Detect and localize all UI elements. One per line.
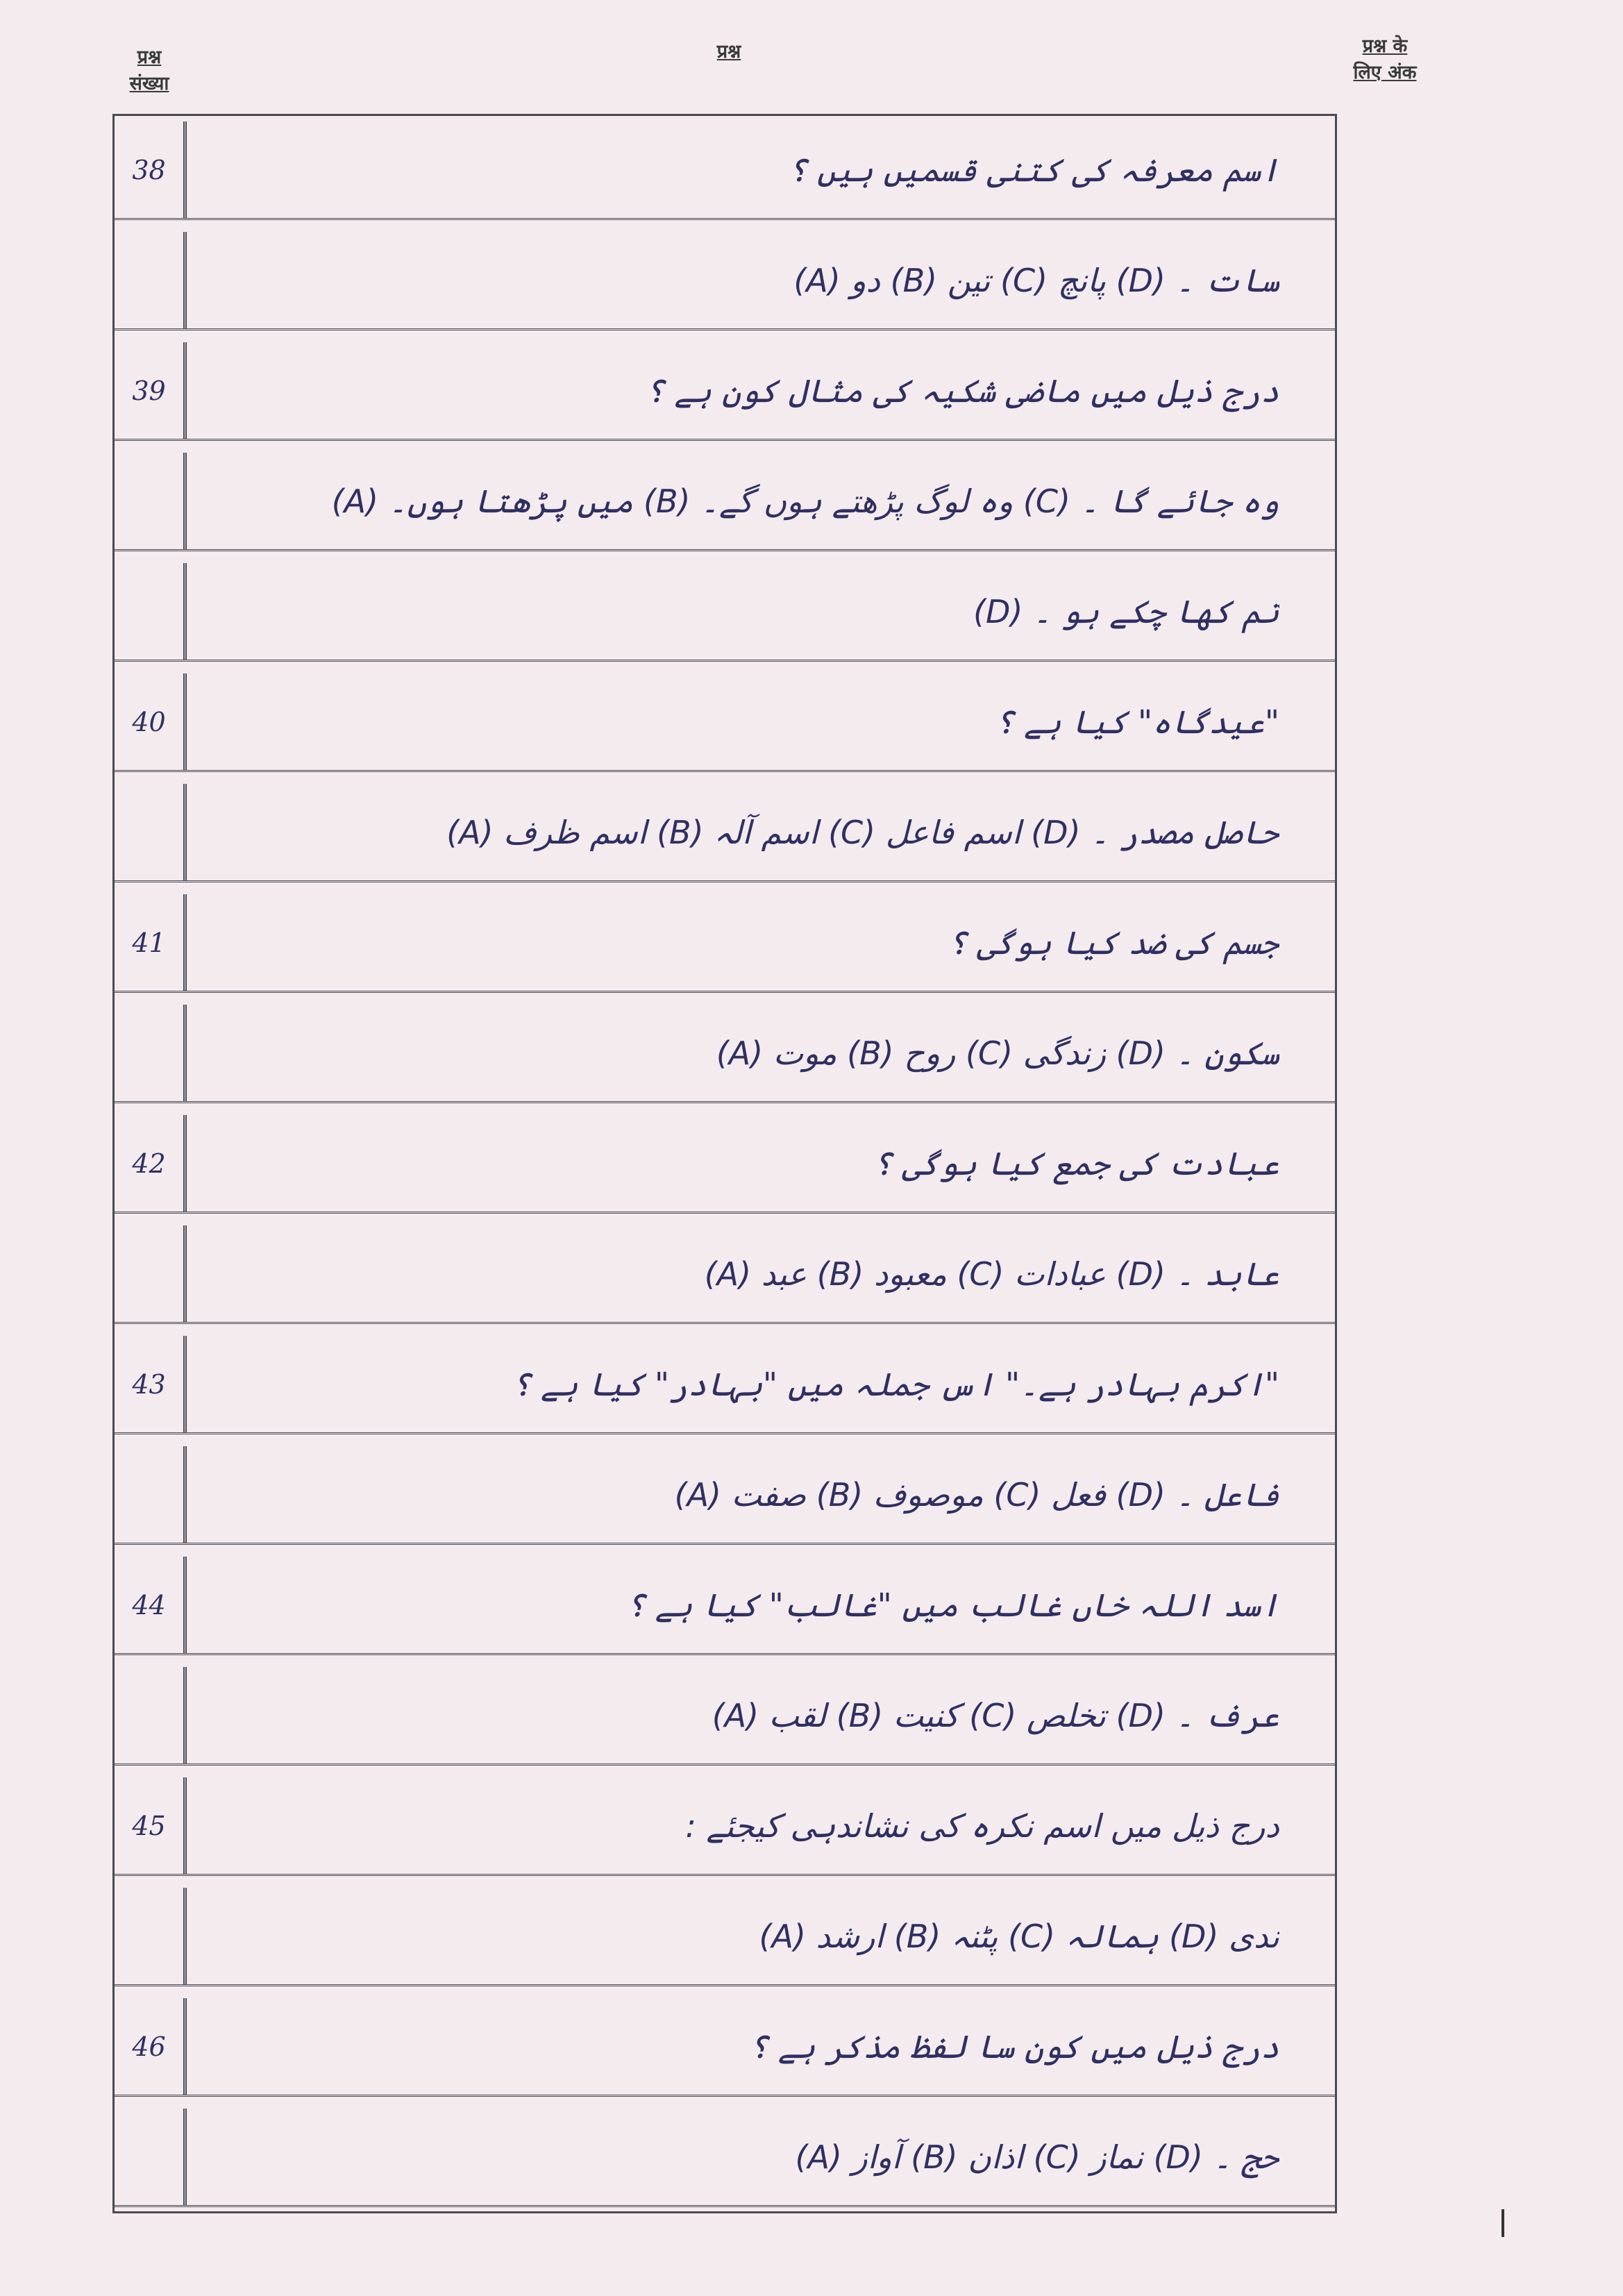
question-number: 43 [115, 1336, 187, 1432]
question-number: 45 [115, 1777, 187, 1874]
question-row [115, 894, 1335, 993]
options-row [115, 563, 1335, 662]
question-number: 40 [115, 673, 187, 770]
question-text: درج ذیل میں ماضی شکیہ کی مثال کون ہے ؟ [645, 371, 1279, 410]
question-text: "عیدگاہ" کیا ہے ؟ [995, 703, 1279, 741]
question-number: 46 [115, 1998, 187, 2095]
question-number [115, 1446, 187, 1543]
options-row [115, 1446, 1335, 1545]
question-number [115, 453, 187, 549]
question-text: اسم معرفہ کی کتنی قسمیں ہیں ؟ [788, 151, 1279, 189]
question-row [115, 1998, 1335, 2097]
options-row [115, 453, 1335, 551]
question-text: درج ذیل میں اسم نکرہ کی نشاندہی کیجئے : [685, 1807, 1279, 1845]
options-row [115, 1888, 1335, 1986]
question-number [115, 1888, 187, 1984]
answer-options: (A) میں پڑھتا ہوں۔ (B) وہ لوگ پڑھتے ہوں گے۔ (C) وہ جائے گا ۔ [331, 482, 1279, 520]
question-number [115, 1667, 187, 1763]
question-row [115, 121, 1335, 220]
answer-options: (A) آواز (B) اذان (C) نماز (D) حج ۔ [795, 2138, 1279, 2176]
options-row [115, 1225, 1335, 1324]
question-text: عبادت کی جمع کیا ہوگی ؟ [873, 1144, 1279, 1182]
answer-options: (A) ارشد (B) پٹنہ (C) ہمالہ (D) ندی [759, 1917, 1279, 1955]
question-text: "اکرم بہادر ہے۔" اس جملہ میں "بہادر" کیا ہے ؟ [512, 1365, 1279, 1403]
question-number: 39 [115, 342, 187, 439]
question-row [115, 342, 1335, 441]
answer-options: (A) عبد (B) معبود (C) عبادات (D) عابد ۔ [704, 1255, 1279, 1293]
answer-options: (A) دو (B) تین (C) پانچ (D) سات ۔ [793, 261, 1279, 299]
question-row [115, 1777, 1335, 1876]
answer-options: (A) صفت (B) موصوف (C) فعل (D) فاعل ۔ [674, 1475, 1279, 1514]
marks-header [1336, 33, 1433, 86]
margin-mark [1502, 2209, 1504, 2237]
question-number: 42 [115, 1115, 187, 1212]
question-number: 41 [115, 894, 187, 991]
answer-options: (A) اسم ظرف (B) اسم آلہ (C) اسم فاعل (D) حاصل مصدر ۔ [446, 813, 1279, 851]
question-number-header-line2: संख्या [129, 73, 169, 94]
question-number [115, 2109, 187, 2205]
question-number [115, 1005, 187, 1101]
question-number [115, 563, 187, 660]
options-row [115, 1005, 1335, 1103]
options-row [115, 1667, 1335, 1766]
question-text: جسم کی ضد کیا ہوگی ؟ [948, 923, 1279, 962]
question-text: درج ذیل میں کون سا لفظ مذکر ہے ؟ [749, 2027, 1279, 2065]
options-row [115, 784, 1335, 882]
answer-options: (A) موت (B) روح (C) زندگی (D) سکون ۔ [716, 1034, 1279, 1072]
question-row [115, 1115, 1335, 1214]
question-row [115, 673, 1335, 772]
answer-options: (D) تم کھا چکے ہو ۔ [973, 592, 1279, 630]
question-number: 38 [115, 121, 187, 218]
question-table [112, 114, 1337, 2213]
question-number [115, 232, 187, 328]
question-row [115, 1336, 1335, 1434]
marks-header-line2: लिए अंक [1353, 62, 1417, 83]
question-text: اسد اللہ خاں غالب میں "غالب" کیا ہے ؟ [626, 1586, 1279, 1624]
question-number-header-line1: प्रश्न [137, 47, 162, 68]
options-row [115, 2109, 1335, 2207]
question-header-label: प्रश्न [716, 41, 741, 62]
question-number-header [118, 44, 180, 97]
question-number [115, 784, 187, 880]
question-number: 44 [115, 1557, 187, 1653]
options-row [115, 232, 1335, 330]
answer-options: (A) لقب (B) کنیت (C) تخلص (D) عرف ۔ [712, 1696, 1279, 1734]
question-number [115, 1225, 187, 1322]
question-header [687, 39, 771, 65]
question-row [115, 1557, 1335, 1655]
marks-header-line1: प्रश्न के [1362, 35, 1408, 57]
